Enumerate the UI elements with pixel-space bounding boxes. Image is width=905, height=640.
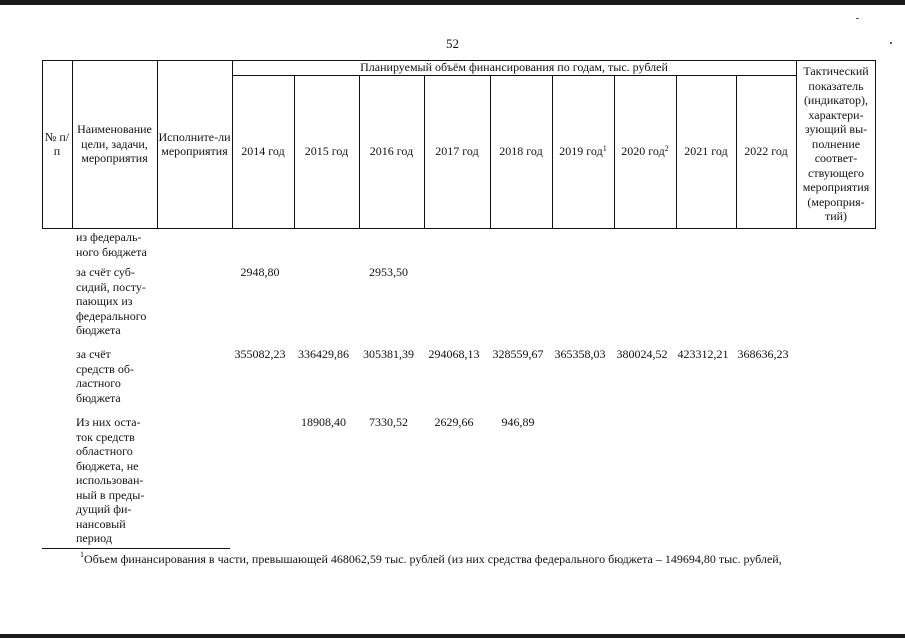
row-label-line: за счёт суб- bbox=[76, 265, 135, 279]
row-label-line: из федераль- bbox=[76, 230, 142, 244]
header-year bbox=[424, 75, 490, 228]
footnote-text: Объем финансирования в части, превышающей 468062,59 тыс. рублей (из них средства федерального бюджета – 149694,80 тыс. рублей, bbox=[84, 552, 782, 566]
header-year-label: 2020 год bbox=[621, 144, 665, 159]
header-year bbox=[232, 75, 294, 228]
row-value: 380024,52 bbox=[616, 347, 668, 361]
row-label-line: пающих из bbox=[76, 294, 133, 308]
row-value: 2953,50 bbox=[369, 265, 408, 279]
header-year bbox=[294, 75, 359, 228]
header-year-label: 2016 год bbox=[369, 144, 414, 159]
row-label-line: федерального bbox=[76, 308, 147, 323]
row-value: 355082,23 bbox=[234, 347, 286, 361]
footnote bbox=[80, 552, 782, 567]
row-label-line: ного бюджета bbox=[76, 244, 147, 259]
row-label-line: ластного bbox=[76, 376, 121, 390]
header-year bbox=[490, 75, 552, 228]
row-label-line: бюджета bbox=[76, 390, 121, 405]
row-value: 423312,21 bbox=[677, 347, 729, 361]
row-label-line: сидий, посту- bbox=[76, 279, 146, 294]
row-label-line: ток средств bbox=[76, 429, 135, 444]
row-label-line: ный в преды- bbox=[76, 487, 145, 502]
header-year bbox=[359, 75, 424, 228]
header-year-footnote-mark: 1 bbox=[602, 144, 607, 154]
row-label bbox=[76, 415, 160, 546]
row-value: 365358,03 bbox=[554, 347, 606, 361]
row-value: 305381,39 bbox=[363, 347, 414, 361]
footnote-rule bbox=[42, 548, 230, 549]
row-label-line: бюджета bbox=[76, 323, 121, 337]
row-value: 7330,52 bbox=[369, 415, 408, 429]
header-year-label: 2017 год bbox=[435, 144, 479, 159]
row-value: 18908,40 bbox=[301, 415, 346, 429]
scan-border-bottom bbox=[0, 634, 905, 638]
row-value: 294068,13 bbox=[428, 347, 480, 361]
header-year bbox=[736, 75, 796, 228]
row-value: 2629,66 bbox=[434, 415, 474, 429]
row-label bbox=[76, 230, 160, 259]
row-label-line: областного bbox=[76, 444, 133, 458]
row-label-line: использован- bbox=[76, 473, 144, 487]
row-label-line: за счёт bbox=[76, 347, 111, 361]
row-value: 2948,80 bbox=[240, 265, 280, 279]
row-value: 328559,67 bbox=[492, 347, 544, 361]
row-value: 336429,86 bbox=[298, 347, 349, 361]
row-label-line: период bbox=[76, 531, 112, 545]
header-year-label: 2021 год bbox=[684, 144, 728, 159]
row-label-line: нансовый bbox=[76, 516, 126, 531]
scan-speck bbox=[856, 18, 859, 19]
row-label-line: Из них оста- bbox=[76, 415, 141, 429]
header-executor: Исполните-ли мероприятия bbox=[158, 129, 231, 158]
header-year bbox=[614, 75, 676, 228]
scan-border-top bbox=[0, 0, 905, 5]
footnote-mark: 1 bbox=[80, 550, 84, 559]
header-indicator: Тактический показатель (индикатор), характери-зующий вы-полнение соответ-ствующего мероприятия (мероприя-тий) bbox=[802, 64, 870, 224]
header-year bbox=[552, 75, 614, 228]
row-label-line: бюджета, не bbox=[76, 458, 139, 473]
header-year-label: 2014 год bbox=[241, 144, 285, 159]
row-label bbox=[76, 347, 160, 405]
row-value: 946,89 bbox=[501, 415, 535, 429]
row-value: 368636,23 bbox=[737, 347, 789, 361]
header-year bbox=[676, 75, 736, 228]
header-year-label: 2018 год bbox=[499, 144, 543, 159]
header-funding-group: Планируемый объём финансирования по годам, тыс. рублей bbox=[360, 60, 668, 75]
header-year-label: 2022 год bbox=[744, 144, 788, 159]
page-number: 52 bbox=[446, 36, 459, 51]
header-year-footnote-mark: 2 bbox=[664, 144, 669, 154]
header-year-label: 2019 год bbox=[559, 144, 603, 159]
row-label-line: дущий фи- bbox=[76, 502, 132, 516]
row-label bbox=[76, 265, 160, 338]
row-label-line: средств об- bbox=[76, 361, 134, 376]
header-year-label: 2015 год bbox=[304, 144, 349, 159]
header-num: № п/п bbox=[44, 129, 70, 158]
header-name: Наименование цели, задачи, мероприятия bbox=[77, 122, 152, 166]
